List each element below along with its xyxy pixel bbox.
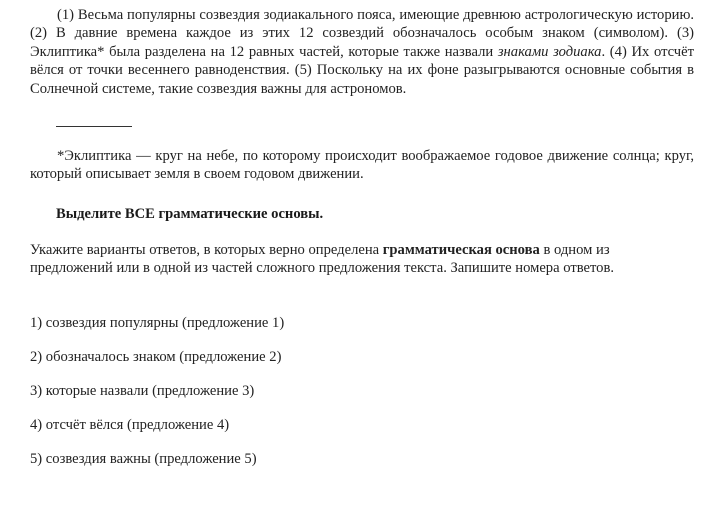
- answer-option-2[interactable]: 2) обозначалось знаком (предложение 2): [30, 348, 282, 365]
- answer-option-4[interactable]: 4) отсчёт вёлся (предложение 4): [30, 416, 230, 433]
- sentence-3-italic-term: знаками зодиака: [497, 43, 602, 60]
- answer-option-1[interactable]: 1) созвездия популярны (предложение 1): [30, 314, 285, 331]
- sentence-3-end: .: [601, 43, 606, 60]
- sentence-1: (1) Весьма популярны созвездия зодиакального пояса, имеющие древнюю астрологическую историю.: [57, 7, 694, 23]
- instruction-text-after: в одном из предложений или в одной из частей сложного предложения текста. Запишите номера ответов.: [30, 241, 615, 277]
- instruction-text-before: Укажите варианты ответов, в которых верно определена: [30, 241, 380, 258]
- task-title: Выделите ВСЕ грамматические основы.: [56, 205, 324, 222]
- answer-option-5[interactable]: 5) созвездия важны (предложение 5): [30, 450, 257, 467]
- task-instruction: [30, 241, 694, 278]
- text-passage: [30, 6, 694, 98]
- task-page: [30, 6, 694, 484]
- sentence-3-text: (3) Эклиптика* была разделена на 12 равных частей, которые также назвали: [30, 25, 694, 60]
- sentence-5: (5) Поскольку на их фоне разыгрываются основные события в Солнечной системе, такие созвездия важны для астрономов.: [30, 62, 694, 97]
- footnote-separator: [56, 126, 132, 127]
- sentence-2: (2) В давние времена каждое из этих 12 созвездий обозначалось особым знаком (символом).: [30, 25, 669, 42]
- sentence-4: (4) Их отсчёт вёлся от точки весеннего равноденствия.: [30, 43, 694, 79]
- instruction-bold-term: грамматическая основа: [382, 241, 540, 258]
- footnote: *Эклиптика — круг на небе, по которому происходит воображаемое годовое движение солнца; круг, который описывает земля в своем годовом движении.: [30, 148, 694, 183]
- answer-option-3[interactable]: 3) которые назвали (предложение 3): [30, 382, 255, 399]
- answer-options: [30, 314, 694, 468]
